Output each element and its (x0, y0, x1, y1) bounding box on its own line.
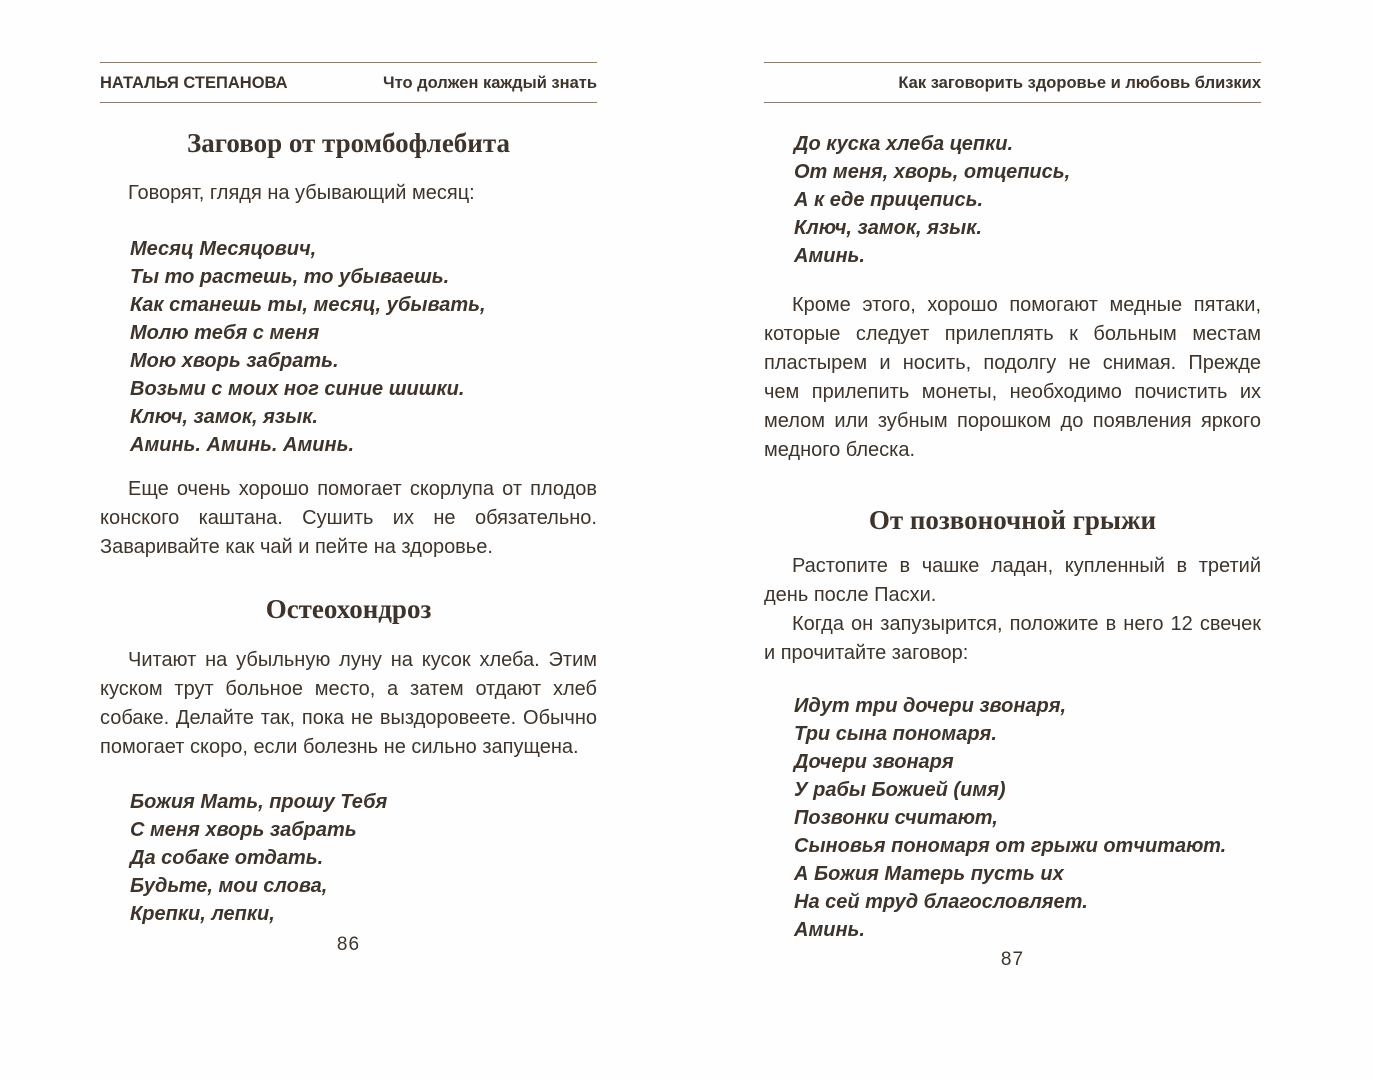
verse-line: От меня, хворь, отцепись, (794, 161, 1071, 183)
verse-line: До куска хлеба цепки. (794, 133, 1014, 155)
section-title-spinal-hernia: От позвоночной грыжи (868, 505, 1157, 535)
author-name: НАТАЛЬЯ СТЕПАНОВА (100, 74, 288, 92)
verse-spell-dog (100, 788, 597, 928)
verse-line: Крепки, лепки, (130, 903, 275, 925)
verse-line: Как станешь ты, месяц, убывать, (130, 294, 486, 316)
paragraph-bread: Читают на убыльную луну на кусок хлеба. Этим куском трут больное место, а затем отдают хлеб собаке. Делайте так, пока не выздоровеете. Обычно помогает скоро, если болезнь не сильно запущена. (100, 649, 597, 758)
verse-spell-moon (100, 235, 597, 459)
page-right (764, 55, 1261, 971)
paragraph-intro: Говорят, глядя на убывающий месяц: (128, 182, 475, 204)
verse-line: Идут три дочери звонаря, (794, 695, 1067, 717)
section-title-osteochondrosis: Остеохондроз (265, 594, 432, 624)
running-header-left (100, 62, 597, 103)
verse-line: Аминь. Аминь. Аминь. (130, 434, 355, 456)
verse-line: Молю тебя с меня (130, 322, 320, 344)
verse-line: Ключ, замок, язык. (130, 406, 318, 428)
paragraph-incense: Растопите в чашке ладан, купленный в третий день после Пасхи. (764, 555, 1261, 606)
verse-line: Аминь. (794, 245, 865, 267)
running-header-right (764, 62, 1261, 103)
verse-line: Божия Мать, прошу Тебя (130, 791, 388, 813)
paragraph-chestnut: Еще очень хорошо помогает скорлупа от плодов конского каштана. Сушить их не обязательно. Заваривайте как чай и пейте на здоровье. (100, 478, 597, 558)
book-running-title: Что должен каждый знать (383, 74, 597, 92)
paragraph-candles: Когда он запузырится, положите в него 12 свечек и прочитайте заговор: (764, 613, 1261, 664)
verse-line: Возьми с моих ног синие шишки. (130, 378, 465, 400)
verse-line: Месяц Месяцович, (130, 238, 317, 260)
verse-line: Три сына пономаря. (794, 723, 997, 745)
page-number-right: 87 (1000, 949, 1025, 970)
page-number-left: 86 (336, 934, 361, 955)
verse-spell-hernia (764, 692, 1261, 944)
verse-line: Мою хворь забрать. (130, 350, 339, 372)
verse-line: Позвонки считают, (794, 807, 998, 829)
verse-line: Аминь. (794, 919, 865, 941)
verse-line: Ключ, замок, язык. (794, 217, 982, 239)
verse-line: С меня хворь забрать (130, 819, 357, 841)
verse-line: У рабы Божией (имя) (794, 779, 1006, 801)
verse-line: Сыновья пономаря от грыжи отчитают. (794, 835, 1227, 857)
verse-line: На сей труд благословляет. (794, 891, 1088, 913)
verse-line: Дочери звонаря (794, 751, 954, 773)
chapter-running-title: Как заговорить здоровье и любовь близких (898, 74, 1261, 92)
verse-line: А к еде прицепись. (794, 189, 984, 211)
verse-line: Будьте, мои слова, (130, 875, 328, 897)
paragraph-copper-coins: Кроме этого, хорошо помогают медные пятаки, которые следует прилеплять к больным местам пластырем и носить, подолгу не снимая. Прежде чем прилепить монеты, необходимо почистить их мелом или зубным порошком до появления яркого медного блеска. (764, 294, 1261, 461)
section-title-trombophlebitis: Заговор от тромбофлебита (187, 128, 510, 158)
verse-line: А Божия Матерь пусть их (794, 863, 1064, 885)
page-left (100, 55, 597, 956)
verse-line: Да собаке отдать. (130, 847, 324, 869)
verse-spell-bread-continued (764, 130, 1261, 270)
verse-line: Ты то растешь, то убываешь. (130, 266, 450, 288)
